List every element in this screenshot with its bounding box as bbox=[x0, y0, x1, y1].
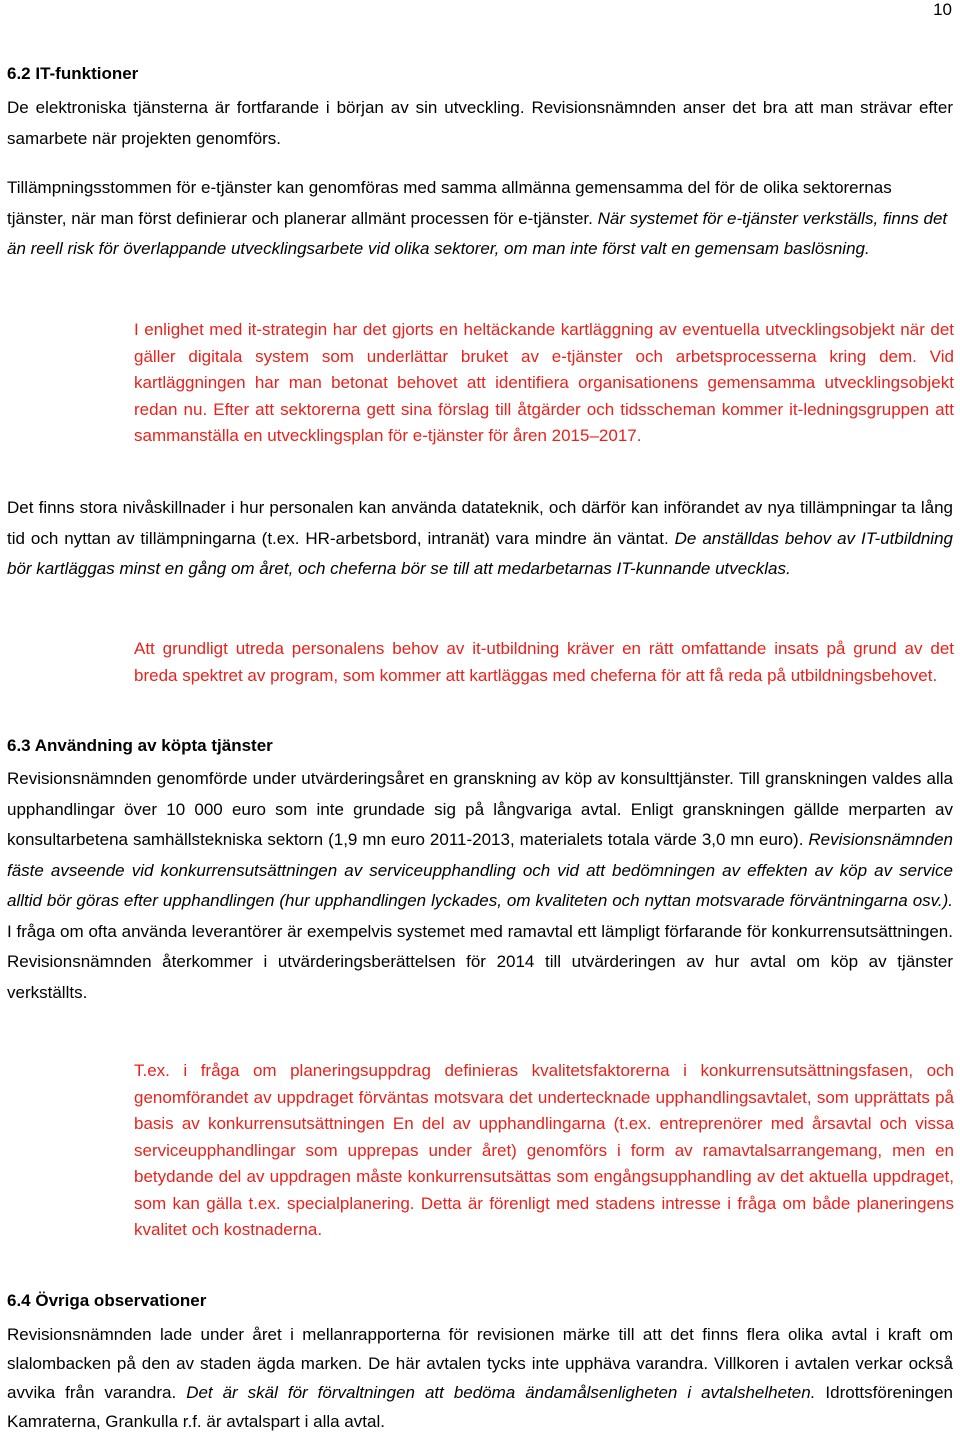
paragraph-text: Idrottsföreningen Kamraterna, Grankulla r.f. är avtalspart i alla avtal. bbox=[7, 1383, 953, 1431]
paragraph-it-skills bbox=[7, 493, 953, 585]
paragraph-italic-recommendation: När systemet för e-tjänster verkställs, finns det än reell risk för överlappande utvecklingsarbete vid olika sektorer, om man inte först valt en gemensam baslösning. bbox=[7, 208, 948, 258]
paragraph-text: Det finns stora nivåskillnader i hur personalen kan använda datateknik, och därför kan införandet av nya tillämpningar ta lång tid och nyttan av tillämpningarna (t.ex. HR-arbetsbord, intranät) vara mindre än väntat. bbox=[7, 498, 953, 548]
paragraph-italic-recommendation: Det är skäl för förvaltningen att bedöma ändamålsenligheten i avtalshelheten. bbox=[186, 1383, 816, 1402]
page-number: 10 bbox=[933, 0, 952, 19]
response-it-training: Att grundligt utreda personalens behov av it-utbildning kräver en rätt omfattande insats på grund av det breda spektret av program, som kommer att kartläggas med cheferna för att få reda på utbildningsbehovet. bbox=[134, 639, 954, 685]
paragraph-other-observations bbox=[7, 1320, 953, 1436]
paragraph-text: Tillämpningsstommen för e-tjänster kan genomföras med samma allmänna gemensamma del för de olika sektorernas tjänster, när man först definierar och planerar allmänt processen för e-tjänster. bbox=[7, 178, 892, 228]
paragraph-text: Revisionsnämnden genomförde under utvärderingsåret en granskning av köp av konsulttjänster. Till granskningen valdes alla upphandlingar över 10 000 euro som inte grundade sig på långvariga avtal. Enligt granskningen gällde merparten av konsultarbetena samhällstekniska sektorn (1,9 mn euro 2011-2013, materialets totala värde 3,0 mn euro). bbox=[7, 769, 953, 849]
paragraph-italic-recommendation: Revisionsnämnden fäste avseende vid konkurrensutsättningen av serviceupphandling och vid att bedömningen av effekten av köp av service alltid bör göras efter upphandlingen (hur upphandlingen lyckades, om kvaliteten och nyttan motsvarade förväntningarna osv.). bbox=[7, 830, 953, 910]
heading-ovriga-observationer: 6.4 Övriga observationer bbox=[7, 1291, 207, 1310]
paragraph-text: De elektroniska tjänsterna är fortfarande i början av sin utveckling. Revisionsnämnden anser det bra att man strävar efter samarbete när projekten genomförs. bbox=[7, 98, 953, 148]
heading-kopta-tjanster: 6.3 Användning av köpta tjänster bbox=[7, 736, 273, 755]
response-it-strategy: I enlighet med it-strategin har det gjorts en heltäckande kartläggning av eventuella utvecklingsobjekt när det gäller digitala system som underlättar bruket av e-tjänster och arbetsprocesserna kring dem. Vid kartläggningen har man betonat behovet att identifiera organisationens gemensamma utvecklingsobjekt redan nu. Efter att sektorerna gett sina förslag till åtgärder och tidsscheman kommer it-ledningsgruppen att sammanställa en utvecklingsplan för e-tjänster för åren 2015–2017. bbox=[134, 320, 954, 445]
paragraph-italic-recommendation: De anställdas behov av IT-utbildning bör kartläggas minst en gång om året, och cheferna bör se till att medarbetarnas IT-kunnande utvecklas. bbox=[7, 528, 953, 578]
paragraph-purchased-services bbox=[7, 764, 953, 1008]
paragraph-text: I fråga om ofta använda leverantörer är exempelvis systemet med ramavtal ett lämpligt förfarande för konkurrensutsättningen. Revisionsnämnden återkommer i utvärderingsberättelsen för 2014 till utvärderingen av hur avtal om köp av tjänster verkställts. bbox=[7, 921, 953, 1002]
paragraph-e-services-intro bbox=[7, 93, 953, 154]
heading-it-funktioner: 6.2 IT-funktioner bbox=[7, 64, 139, 83]
paragraph-text: Revisionsnämnden lade under året i mellanrapporterna för revisionen märke till att det finns flera olika avtal i kraft om slalombacken på den av staden ägda marken. De här avtalen tycks inte upphäva varandra. Villkoren i avtalen verkar också avvika från varandra. bbox=[7, 1325, 953, 1402]
paragraph-e-services-framework bbox=[7, 173, 953, 265]
response-procurement: T.ex. i fråga om planeringsuppdrag definieras kvalitetsfaktorerna i konkurrensutsättningsfasen, och genomförandet av uppdraget förväntas motsvara det undertecknade upphandlingsavtalet, som upprättats på basis av konkurrensutsättningen En del av upphandlingarna (t.ex. entreprenörer med årsavtal och vissa serviceupphandlingar som upprepas under året) genomförs i form av ramavtalsarrangemang, men en betydande del av uppdragen måste konkurrensutsättas som engångsupphandling av det aktuella uppdraget, som kan gälla t.ex. specialplanering. Detta är förenligt med stadens intresse i fråga om både planeringens kvalitet och kostnaderna. bbox=[134, 1061, 954, 1239]
